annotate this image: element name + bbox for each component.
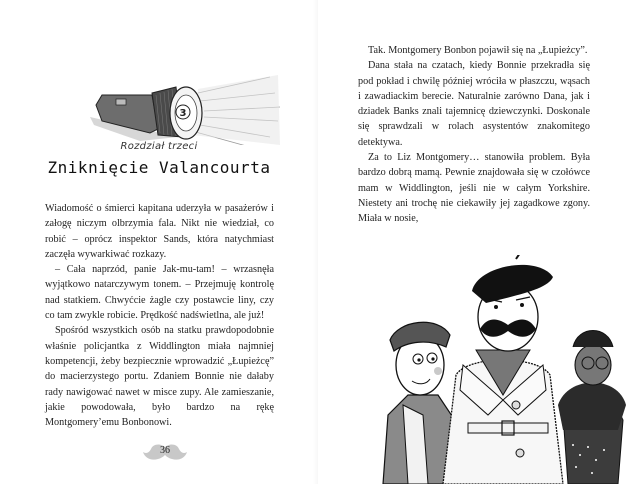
switch-icon <box>116 99 126 105</box>
chapter-title: Zniknięcie Valancourta <box>47 158 271 177</box>
page-number: 36 <box>160 445 170 456</box>
page-number-badge <box>143 441 187 463</box>
flashlight-illustration <box>80 55 280 145</box>
paragraph: – Cała naprzód, panie Jak-mu-tam! – wrzasnęła wyjątkowo natarczywym tonem. – Przejmuję kontrolę nad statkiem. Chwyćcie żagle czy postawcie liny, czy co tam zwykle robicie. Prędkość nadświetlna, ale już! <box>45 264 274 322</box>
paragraph: Wiadomość o śmierci kapitana uderzyła w pasażerów i załogę niczym olbrzymia fala. Nikt nie wiedział, co robić – oprócz inspektor Sands, która natychmiast zaczęła wywarkiwać rozkazy. <box>45 203 274 260</box>
paragraph: Dana stała na czatach, kiedy Bonnie przekradła się pod pokład i chwilę później wróciła w płaszczu, wąsach i zawadiackim berecie. Naturalnie zarówno Dana, jak i dziadek Banks znali tajemnicę dziewczynki. Doskonale się sprawdzali w rolach asystentów znakomitego detektywa. <box>358 60 590 148</box>
belt <box>468 423 548 433</box>
detective-character <box>443 255 563 484</box>
paragraph: Za to Liz Montgomery… stanowiła problem. Była bardzo dobrą mamą. Pewnie znajdowała się w czołówce mam w Widdlington, jeśli nie w całym Yorkshire. Niestety ani trochę nie ciekawiły jej zagadkowe zgony. Miała w nosie, <box>358 152 590 225</box>
left-page-body <box>45 201 274 430</box>
right-page <box>318 0 636 484</box>
left-page <box>0 0 318 484</box>
beam-haze <box>192 75 280 145</box>
characters-illustration <box>368 255 628 484</box>
chapter-number: 3 <box>179 108 187 119</box>
paragraph: Tak. Montgomery Bonbon pojawił się na „Łupieżcy”. <box>368 45 588 56</box>
chapter-label: Rozdział trzeci <box>120 141 198 152</box>
right-page-body <box>358 43 590 227</box>
woman-character <box>558 331 626 484</box>
paragraph: Spośród wszystkich osób na statku prawdopodobnie właśnie policjantka z Widdlington miała najmniej kompetencji, żeby bezpiecznie wprowadzić „Łupieżcę” do macierzystego portu. Zdaniem Bonnie nie dałaby rady nawigować nawet w misce zupy. Ale zamieszanie, jakie powodowała, było bardzo na rękę Montgomery’emu Bonbonowi. <box>45 325 274 429</box>
